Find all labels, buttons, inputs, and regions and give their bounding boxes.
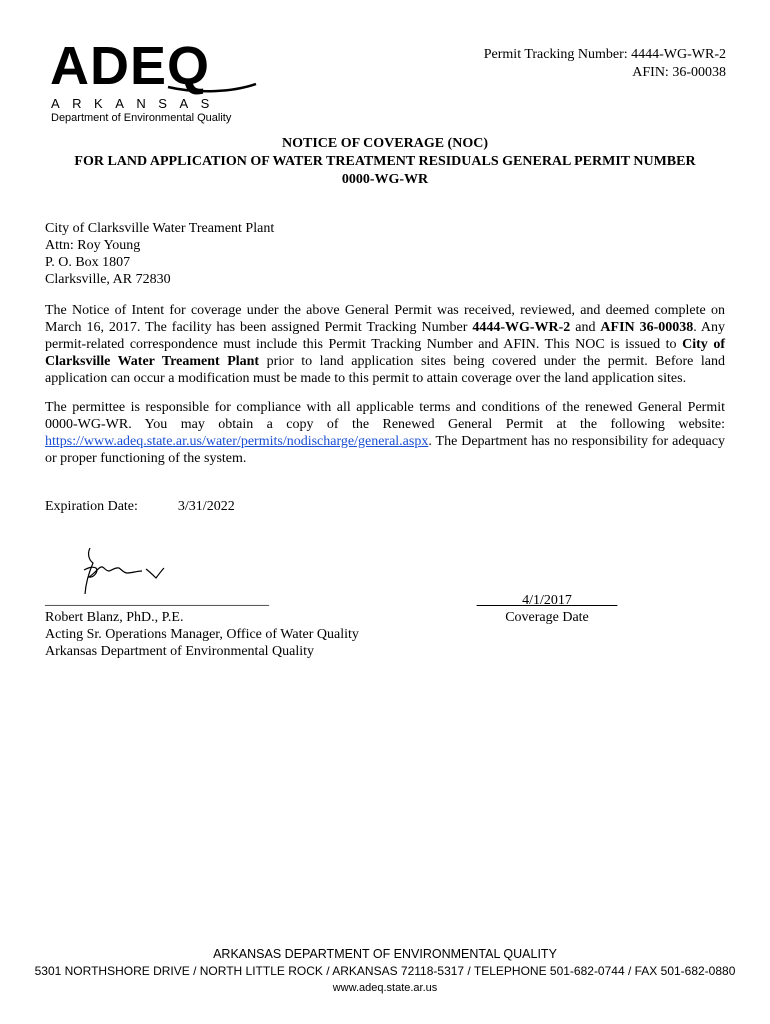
afin-number: AFIN: 36-00038 — [632, 65, 726, 80]
para1-text-4: prior to land application sites being covered under the permit. Before land application can occur a modification must be made to this permit to attain coverage over the land application sites. — [45, 354, 725, 386]
signer-organization: Arkansas Department of Environmental Quality — [45, 644, 315, 659]
title-line-3: 0000-WG-WR — [341, 172, 429, 187]
logo-state: ARKANSAS — [51, 96, 222, 111]
logo-department: Department of Environmental Quality — [51, 112, 232, 124]
permit-tracking-block — [484, 46, 726, 82]
para2-text-2: . The Department has no responsibility for adequacy or proper functioning of the system. — [45, 434, 725, 466]
coverage-date-block — [452, 592, 642, 626]
footer-department: ARKANSAS DEPARTMENT OF ENVIRONMENTAL QUALITY — [213, 947, 557, 961]
address-line-4: Clarksville, AR 72830 — [45, 272, 171, 287]
signature-line: ________________________________ — [45, 593, 269, 608]
document-title — [40, 135, 730, 189]
signer-title: Acting Sr. Operations Manager, Office of Water Quality — [45, 627, 359, 642]
coverage-date: 4/1/2017 — [522, 593, 572, 608]
adeq-logo — [48, 40, 263, 124]
para1-tracking-number: 4444-WG-WR-2 — [472, 320, 571, 335]
para1-text-3: . Any permit-related correspondence must include this Permit Tracking Number and AFIN. This NOC is issued to — [45, 320, 726, 352]
title-line-1: NOTICE OF COVERAGE (NOC) — [282, 136, 488, 151]
para1-facility-name: City of Clarksville Water Treament Plant — [45, 337, 726, 369]
compliance-paragraph — [45, 399, 725, 467]
recipient-address — [45, 220, 274, 288]
notice-paragraph — [45, 302, 725, 387]
permit-tracking-number: Permit Tracking Number: 4444-WG-WR-2 — [483, 47, 726, 62]
permit-website-link[interactable]: https://www.adeq.state.ar.us/water/permits/nodischarge/general.aspx — [45, 434, 429, 449]
para1-text-1: The Notice of Intent for coverage under the above General Permit was received, reviewed, and deemed complete on March 16, 2017. The facility has been assigned Permit Tracking Number — [45, 303, 725, 335]
expiration-date-row — [45, 498, 235, 515]
title-line-2: FOR LAND APPLICATION OF WATER TREATMENT RESIDUALS GENERAL PERMIT NUMBER — [74, 154, 696, 169]
handwritten-signature — [80, 540, 190, 600]
signer-name: Robert Blanz, PhD., P.E. — [45, 610, 184, 625]
address-line-3: P. O. Box 1807 — [45, 255, 131, 270]
para1-text-2: and — [570, 320, 601, 335]
signer-block — [45, 592, 359, 660]
page-footer — [0, 946, 770, 997]
expiration-value: 3/31/2022 — [177, 499, 235, 514]
para1-afin: AFIN 36-00038 — [600, 320, 694, 335]
adeq-logo-graphic — [48, 40, 263, 124]
para2-text-1: The permittee is responsible for compliance with all applicable terms and conditions of the renewed General Permit 0000-WG-WR. You may obtain a copy of the Renewed General Permit at the following website: — [45, 400, 725, 432]
coverage-date-value — [452, 592, 642, 609]
expiration-label: Expiration Date: — [45, 499, 138, 514]
coverage-date-label: Coverage Date — [505, 610, 589, 625]
logo-word: ADEQ — [50, 40, 211, 96]
footer-address: 5301 NORTHSHORE DRIVE / NORTH LITTLE ROCK / ARKANSAS 72118-5317 / TELEPHONE 501-682-0744 / FAX 501-682-0880 — [34, 964, 736, 978]
address-line-2: Attn: Roy Young — [45, 238, 141, 253]
address-line-1: City of Clarksville Water Treament Plant — [45, 221, 275, 236]
footer-website[interactable]: www.adeq.state.ar.us — [332, 982, 438, 994]
